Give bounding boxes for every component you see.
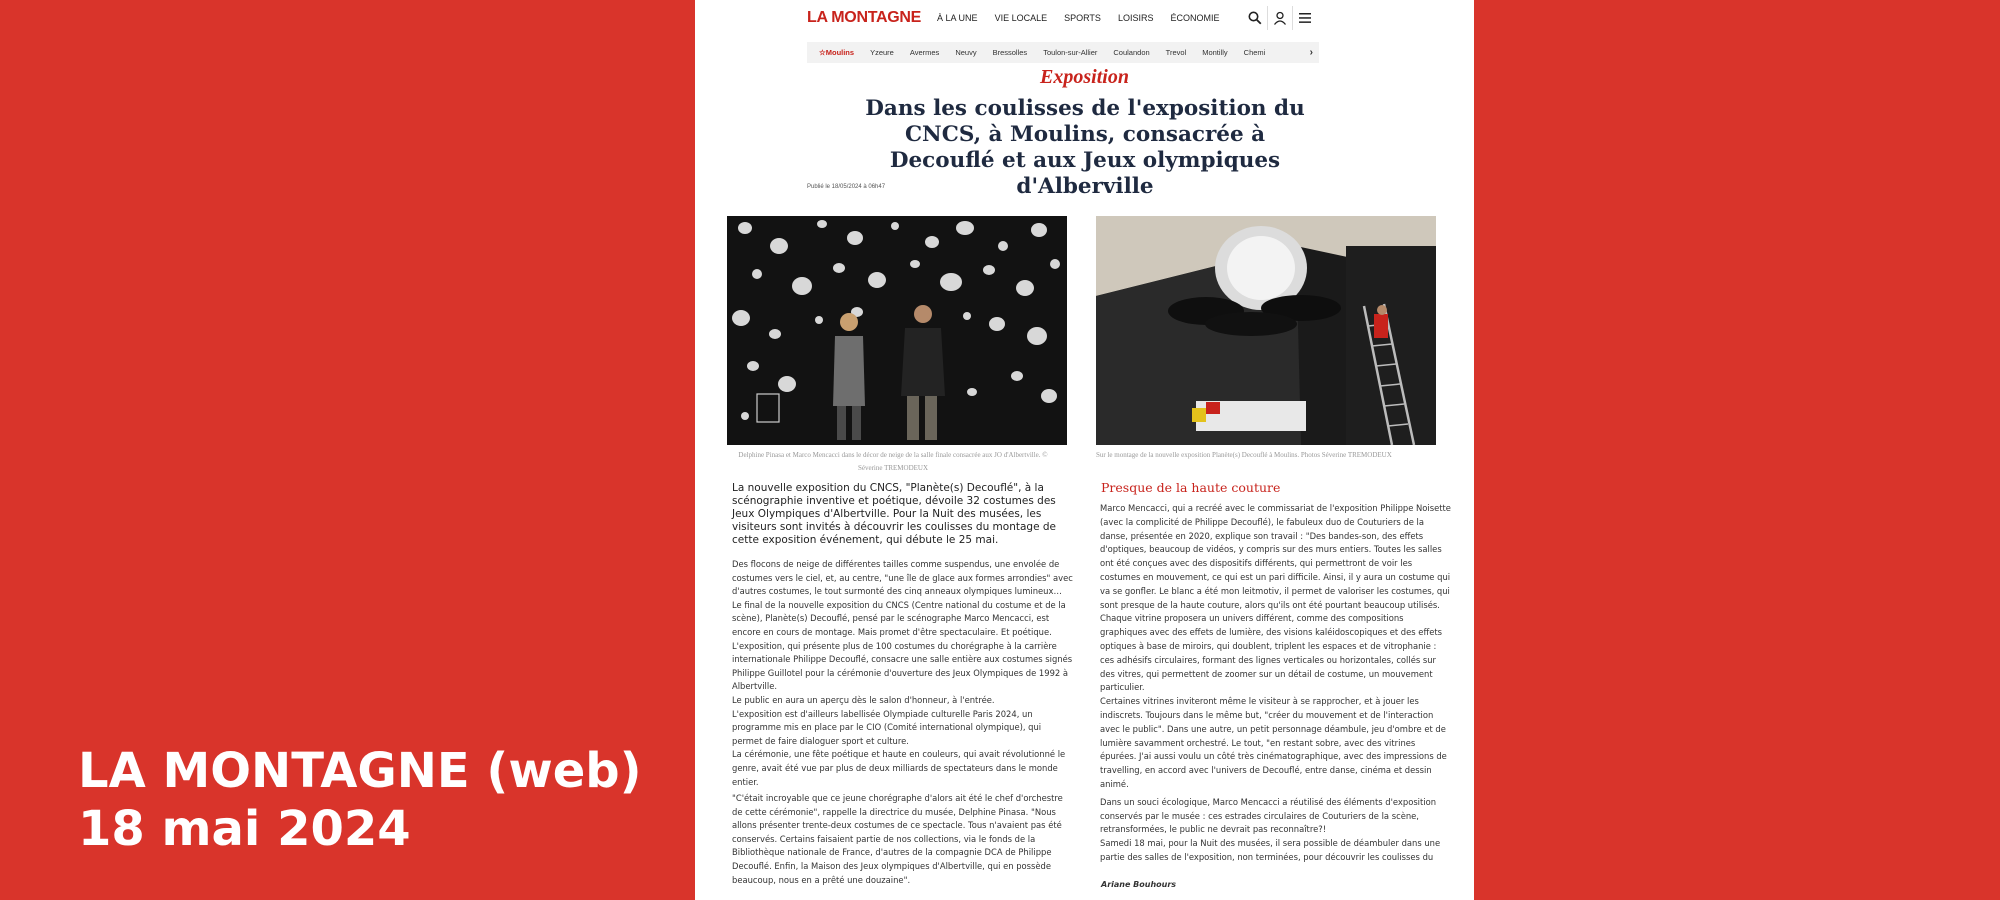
article-title: Dans les coulisses de l'exposition du CNCS, à Moulins, consacrée à Decouflé et aux Jeux olympiques d'Alberville [865, 96, 1305, 199]
paragraph: La cérémonie, une fête poétique et haute en couleurs, qui avait révolutionné le genre, avait été vue par plus de deux milliards de spectateurs dans le monde entier. [732, 749, 1066, 787]
paragraph: "C'était incroyable que ce jeune chorégraphe d'alors ait été le chef d'orchestre de cette cérémonie", rappelle la directrice du musée, Delphine Pinasa. "Nous allons présenter trente-deux costumes de ce spectacle. Tous n'avaient pas été conservés. Certains faisaient partie de nos collections, via le fonds de la Bibliothèque nationale de France, d'autres de la compagnie DCA de Philippe Decouflé. Enfin, la Maison des Jeux olympiques d'Albertville, qui en possède beaucoup, nous en a prêté une douzaine". [732, 793, 1063, 885]
paragraph: Le public en aura un aperçu dès le salon d'honneur, à l'entrée. [732, 694, 995, 705]
user-icon[interactable] [1267, 6, 1292, 30]
article-body-left [732, 558, 1074, 887]
photo2-caption: Sur le montage de la nouvelle exposition Planète(s) Decouflé à Moulins. Photos Séverine TREMODEUX [1096, 451, 1392, 459]
article-subhead: Presque de la haute couture [1101, 480, 1281, 495]
article-page [695, 0, 1474, 900]
paragraph: Des flocons de neige de différentes tailles comme suspendus, une envolée de costumes vers le ciel, et, au centre, "une île de glace aux formes arrondies" avec d'autres costumes, le tout surmonté des cinq anneaux olympiques lumineux… [732, 559, 1073, 597]
site-logo[interactable]: LA MONTAGNE [807, 9, 922, 26]
subnav-item-bressolles[interactable]: Bressolles [992, 48, 1028, 57]
nav-item-vie-locale[interactable]: VIE LOCALE [994, 13, 1048, 23]
local-subnav [807, 42, 1319, 63]
subnav-item-avermes[interactable]: Avermes [909, 48, 940, 57]
subnav-item-neuvy[interactable]: Neuvy [955, 48, 977, 57]
subnav-item-toulon[interactable]: Toulon-sur-Allier [1043, 48, 1098, 57]
photo1-caption: Delphine Pinasa et Marco Mencacci dans le décor de neige de la salle finale consacrée aux JO d'Albertville. © Séverine TREMODEUX [738, 451, 1048, 472]
publish-date: Publié le 18/05/2024 à 06h47 [807, 184, 886, 190]
subnav-item-yzeure[interactable]: Yzeure [870, 48, 894, 57]
menu-icon[interactable] [1292, 6, 1317, 30]
slide-caption [78, 742, 642, 858]
article-photo-setup[interactable] [1096, 216, 1436, 445]
article-photo-snow-room[interactable] [727, 216, 1067, 445]
article-kicker: Exposition [1040, 66, 1129, 88]
slide-date: 18 mai 2024 [78, 801, 411, 857]
chevron-right-icon[interactable]: › [1309, 47, 1313, 58]
subnav-item-trevol[interactable]: Trevol [1165, 48, 1187, 57]
subnav-item-coulandon[interactable]: Coulandon [1113, 48, 1150, 57]
subnav-item-chemilly[interactable]: Chemi [1243, 48, 1266, 57]
paragraph: Samedi 18 mai, pour la Nuit des musées, il sera possible de déambuler dans une partie des salles de l'exposition, non terminées, pour découvrir les coulisses du [1100, 838, 1441, 862]
search-icon[interactable] [1243, 6, 1267, 30]
paragraph: Le final de la nouvelle exposition du CNCS (Centre national du costume et de la scène), Planète(s) Decouflé, pensé par le scénographe Marco Mencacci, est encore en cours de montage. Mais promet d'être spectaculaire. Et poétique. L'exposition, qui présente plus de 100 costumes du chorégraphe à la carrière internationale Philippe Decouflé, consacre une salle entière aux costumes signés Philippe Guillotel pour la cérémonie d'ouverture des Jeux Olympiques de 1992 à Albertville. [732, 599, 1073, 692]
nav-item-sports[interactable]: SPORTS [1064, 13, 1101, 23]
paragraph: Marco Mencacci, qui a recréé avec le commissariat de l'exposition Philippe Noisette (avec la complicité de Philippe Decouflé), le fabuleux duo de Couturiers de la danse, présentée en 2020, explique son travail : "Des bandes-son, des effets d'optiques, beaucoup de vidéos, y compris sur des murs entiers. Toutes les salles ont été conçues avec des dispositifs différents, qui permettront de voir les costumes en mouvement, ce qui est un pari difficile. Ainsi, il y aura un costume qui va se gonfler. Le blanc a été mon leitmotiv, il permet de valoriser les costumes, qui sont presque de la haute couture, alors qu'ils ont été pourtant beaucoup utilisés. Chaque vitrine proposera un univers différent, comme des compositions graphiques avec des effets de lumière, des visions kaléidoscopiques et des effets optiques à base de miroirs, qui doublent, triplent les espaces et de vitrophanie : ces adhésifs circulaires, formant des lignes verticales ou horizontales, collés sur des vitres, qui permettent de zoomer sur un détail de costume, un mouvement particulier. [1100, 503, 1451, 693]
site-header [807, 6, 1317, 30]
slide-source-title: LA MONTAGNE (web) [78, 743, 642, 799]
paragraph: Dans un souci écologique, Marco Mencacci a réutilisé des éléments d'exposition conservés par le musée : ces estrades circulaires de Couturiers de la scène, retransformées, le public ne devrait pas reconnaître?! [1100, 796, 1437, 835]
article-lead: La nouvelle exposition du CNCS, "Planète(s) Decouflé", à la scénographie inventive et poétique, dévoile 32 costumes des Jeux Olympiques d'Albertville. Pour la Nuit des musées, les visiteurs sont invités à découvrir les coulisses du montage de cette exposition événement, qui débute le 25 mai. [732, 482, 1057, 546]
nav-item-economie[interactable]: ÉCONOMIE [1170, 13, 1220, 23]
subnav-item-moulins[interactable]: ☆ Moulins [819, 48, 854, 57]
main-nav [937, 13, 1236, 23]
paragraph: Certaines vitrines inviteront même le visiteur à se rapprocher, et à jouer les indiscrets. Toujours dans le même but, "créer du mouvement et de l'interaction avec le public". Dans une autre, un petit personnage déambule, jeu d'ombre et de lumière savamment orchestré. Le tout, "en restant sobre, avec des vitrines épurées. J'ai aussi voulu un côté très cinématographique, avec des impressions de travelling, en accord avec l'univers de Decouflé, entre danse, cinéma et dessin animé. [1100, 696, 1447, 789]
article-author: Ariane Bouhours [1101, 880, 1177, 889]
paragraph: L'exposition est d'ailleurs labellisée Olympiade culturelle Paris 2024, un programme mis en place par le CIO (Comité international olympique), qui permet de faire dialoguer sport et culture. [732, 708, 1042, 746]
nav-item-loisirs[interactable]: LOISIRS [1117, 13, 1154, 23]
header-icons [1243, 6, 1317, 30]
subnav-item-montilly[interactable]: Montilly [1202, 48, 1228, 57]
nav-item-a-la-une[interactable]: À LA UNE [937, 13, 978, 23]
article-body-right [1100, 502, 1452, 865]
